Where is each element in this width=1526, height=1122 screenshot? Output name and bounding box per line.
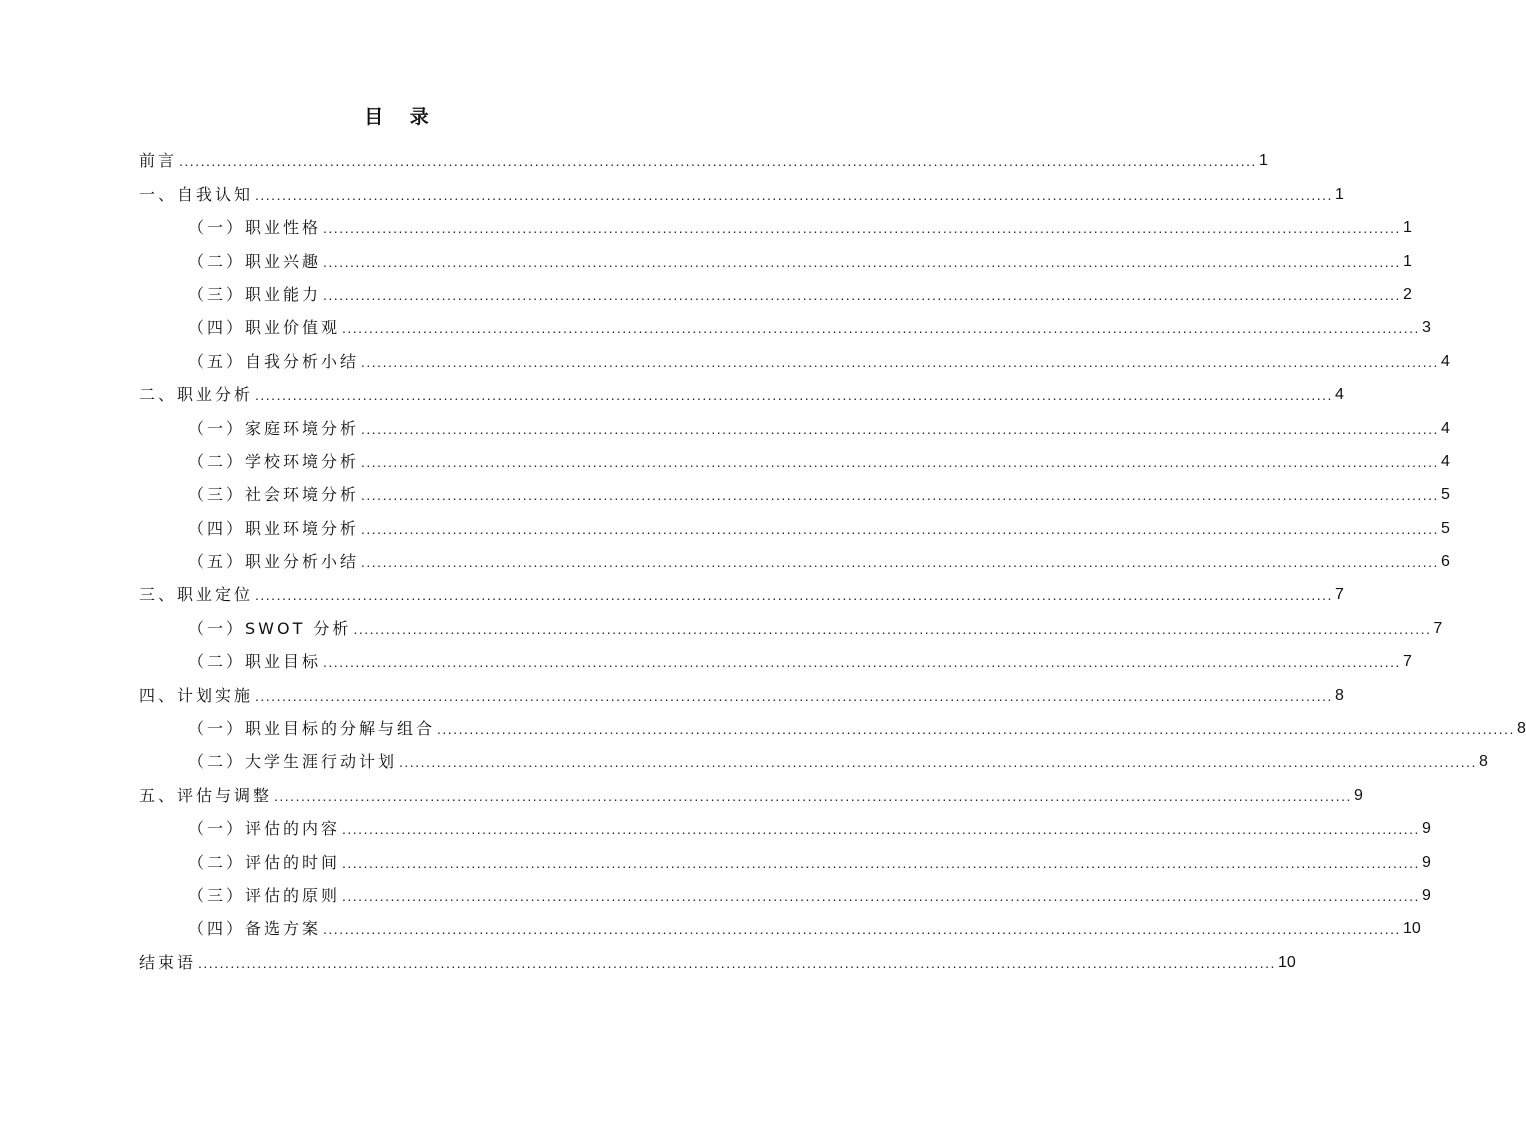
- toc-entry-label: 五、评估与调整: [139, 785, 273, 805]
- toc-list: [139, 140, 1526, 975]
- toc-page-number: 9: [1421, 853, 1431, 871]
- toc-entry[interactable]: [139, 741, 1488, 774]
- toc-dot-leader: ........................................................................................................................................................................................................: [323, 253, 1401, 270]
- toc-entry-label: （四）职业环境分析: [188, 518, 360, 538]
- toc-dot-leader: ........................................................................................................................................................................................................: [323, 654, 1401, 671]
- toc-dot-leader: ........................................................................................................................................................................................................: [255, 587, 1333, 604]
- toc-entry-label: （一）家庭环境分析: [188, 418, 360, 438]
- toc-entry-label: （二）大学生涯行动计划: [188, 752, 398, 772]
- toc-dot-leader: ........................................................................................................................................................................................................: [274, 787, 1352, 804]
- toc-entry[interactable]: [139, 908, 1421, 941]
- toc-dot-leader: ........................................................................................................................................................................................................: [342, 821, 1420, 838]
- toc-entry[interactable]: [139, 607, 1443, 640]
- toc-page-number: 9: [1421, 820, 1431, 838]
- toc-page-number: 9: [1353, 786, 1363, 804]
- toc-entry-label: （一）评估的内容: [188, 819, 341, 839]
- toc-page-number: 5: [1440, 519, 1450, 537]
- toc-dot-leader: ........................................................................................................................................................................................................: [361, 487, 1439, 504]
- toc-page-number: 1: [1258, 152, 1268, 170]
- toc-entry[interactable]: [139, 808, 1431, 841]
- toc-page-number: 4: [1440, 452, 1450, 470]
- toc-entry-label: （五）职业分析小结: [188, 552, 360, 572]
- toc-dot-leader: ........................................................................................................................................................................................................: [361, 420, 1439, 437]
- toc-dot-leader: ........................................................................................................................................................................................................: [353, 620, 1432, 637]
- toc-dot-leader: ........................................................................................................................................................................................................: [399, 754, 1477, 771]
- toc-entry-label: （一）职业性格: [188, 218, 322, 238]
- toc-page-number: 10: [1402, 920, 1421, 938]
- toc-page-number: 8: [1334, 686, 1344, 704]
- toc-entry[interactable]: [139, 841, 1431, 874]
- toc-page-number: 7: [1433, 619, 1443, 637]
- toc-entry-label: （三）评估的原则: [188, 885, 341, 905]
- toc-entry-label: （二）职业目标: [188, 652, 322, 672]
- toc-entry-label: （四）职业价值观: [188, 318, 341, 338]
- toc-page-number: 4: [1334, 386, 1344, 404]
- toc-page-number: 9: [1421, 886, 1431, 904]
- toc-entry[interactable]: [139, 541, 1450, 574]
- toc-entry-label: （二）职业兴趣: [188, 251, 322, 271]
- toc-entry[interactable]: [139, 240, 1412, 273]
- toc-page-number: 7: [1334, 586, 1344, 604]
- toc-entry[interactable]: [139, 307, 1431, 340]
- toc-entry-label: （二）学校环境分析: [188, 451, 360, 471]
- toc-dot-leader: ........................................................................................................................................................................................................: [179, 153, 1257, 170]
- toc-entry-label: （一）SWOT 分析: [188, 618, 352, 638]
- toc-entry[interactable]: [139, 708, 1526, 741]
- toc-page-number: 1: [1402, 252, 1412, 270]
- toc-dot-leader: ........................................................................................................................................................................................................: [342, 320, 1420, 337]
- toc-entry[interactable]: [139, 507, 1450, 540]
- toc-page-number: 8: [1478, 753, 1488, 771]
- toc-entry-label: 前言: [139, 151, 178, 171]
- toc-dot-leader: ........................................................................................................................................................................................................: [198, 954, 1276, 971]
- toc-entry[interactable]: [139, 140, 1268, 173]
- toc-page-number: 1: [1402, 219, 1412, 237]
- toc-page-number: 4: [1440, 352, 1450, 370]
- toc-dot-leader: ........................................................................................................................................................................................................: [342, 887, 1420, 904]
- toc-dot-leader: ........................................................................................................................................................................................................: [437, 721, 1515, 738]
- toc-page-number: 3: [1421, 319, 1431, 337]
- toc-entry[interactable]: [139, 274, 1412, 307]
- toc-entry-label: 三、职业定位: [139, 585, 254, 605]
- toc-dot-leader: ........................................................................................................................................................................................................: [361, 353, 1439, 370]
- toc-entry[interactable]: [139, 173, 1344, 206]
- toc-entry-label: （四）备选方案: [188, 919, 322, 939]
- toc-dot-leader: ........................................................................................................................................................................................................: [361, 453, 1439, 470]
- toc-entry[interactable]: [139, 875, 1431, 908]
- toc-dot-leader: ........................................................................................................................................................................................................: [361, 520, 1439, 537]
- toc-entry-label: （二）评估的时间: [188, 852, 341, 872]
- toc-page-number: 5: [1440, 486, 1450, 504]
- toc-page-number: 8: [1516, 720, 1526, 738]
- toc-entry[interactable]: [139, 407, 1450, 440]
- toc-page-number: 2: [1402, 285, 1412, 303]
- toc-page-number: 10: [1277, 953, 1296, 971]
- toc-dot-leader: ........................................................................................................................................................................................................: [255, 387, 1333, 404]
- toc-entry-label: 一、自我认知: [139, 184, 254, 204]
- toc-page-number: 4: [1440, 419, 1450, 437]
- toc-page-number: 7: [1402, 653, 1412, 671]
- toc-entry-label: （三）社会环境分析: [188, 485, 360, 505]
- toc-entry-label: 二、职业分析: [139, 385, 254, 405]
- toc-entry[interactable]: [139, 574, 1344, 607]
- toc-page-number: 1: [1334, 185, 1344, 203]
- toc-dot-leader: ........................................................................................................................................................................................................: [323, 921, 1401, 938]
- toc-entry[interactable]: [139, 207, 1412, 240]
- toc-entry-label: （三）职业能力: [188, 284, 322, 304]
- toc-entry[interactable]: [139, 774, 1363, 807]
- toc-entry[interactable]: [139, 641, 1412, 674]
- toc-entry[interactable]: [139, 340, 1450, 373]
- toc-page-number: 6: [1440, 553, 1450, 571]
- toc-dot-leader: ........................................................................................................................................................................................................: [323, 220, 1401, 237]
- toc-dot-leader: ........................................................................................................................................................................................................: [255, 186, 1333, 203]
- toc-entry-label: 四、计划实施: [139, 685, 254, 705]
- toc-entry-label: （五）自我分析小结: [188, 351, 360, 371]
- toc-entry[interactable]: [139, 474, 1450, 507]
- toc-entry[interactable]: [139, 674, 1344, 707]
- toc-entry-label: 结束语: [139, 952, 197, 972]
- toc-title: 目 录: [364, 106, 439, 128]
- toc-dot-leader: ........................................................................................................................................................................................................: [323, 286, 1401, 303]
- toc-entry-label: （一）职业目标的分解与组合: [188, 719, 436, 739]
- toc-entry[interactable]: [139, 374, 1344, 407]
- toc-dot-leader: ........................................................................................................................................................................................................: [342, 854, 1420, 871]
- toc-entry[interactable]: [139, 441, 1450, 474]
- toc-dot-leader: ........................................................................................................................................................................................................: [255, 687, 1333, 704]
- toc-entry[interactable]: [139, 941, 1296, 974]
- toc-dot-leader: ........................................................................................................................................................................................................: [361, 554, 1439, 571]
